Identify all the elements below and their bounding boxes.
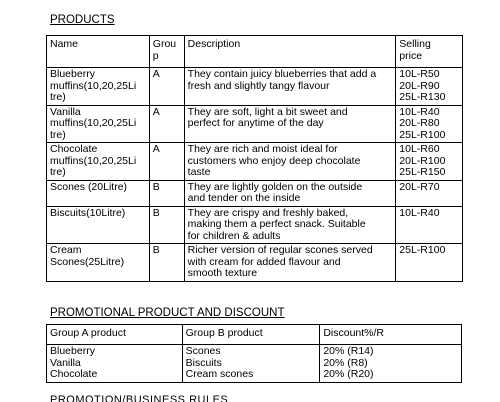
product-name: Vanilla muffins(10,20,25Li tre) (47, 105, 150, 143)
promo-header-row (47, 325, 462, 345)
product-name: Cream Scones(25Litre) (47, 244, 150, 282)
table-row (47, 68, 463, 106)
discount-values: 20% (R14) 20% (R8) 20% (R20) (320, 345, 462, 383)
promo-table (46, 324, 462, 383)
product-price: 20L-R70 (396, 180, 463, 206)
product-group: B (149, 244, 184, 282)
product-group: A (149, 105, 184, 143)
table-row (47, 143, 463, 181)
header-group: Grou p (149, 36, 184, 68)
product-name: Chocolate muffins(10,20,25Li tre) (47, 143, 150, 181)
table-row (47, 180, 463, 206)
product-description: They are lightly golden on the outside and tender on the inside (184, 180, 396, 206)
table-row (47, 206, 463, 244)
header-description: Description (184, 36, 396, 68)
promo-heading: PROMOTIONAL PRODUCT AND DISCOUNT (50, 307, 285, 319)
table-row (47, 105, 463, 143)
product-group: B (149, 180, 184, 206)
table-row (47, 244, 463, 282)
product-price: 10L-R40 (396, 206, 463, 244)
product-description: They are soft, light a bit sweet and perfect for anytime of the day (184, 105, 396, 143)
product-group: A (149, 143, 184, 181)
header-name: Name (47, 36, 150, 68)
partial-heading: PROMOTION/BUSINESS RULES (50, 395, 229, 402)
header-discount: Discount%/R (320, 325, 462, 345)
products-heading: PRODUCTS (50, 14, 115, 26)
products-table (46, 35, 463, 282)
product-group: B (149, 206, 184, 244)
group-b-products: Scones Biscuits Cream scones (182, 345, 320, 383)
product-description: They contain juicy blueberries that add a fresh and slightly tangy flavour (184, 68, 396, 106)
product-price: 25L-R100 (396, 244, 463, 282)
header-group-b: Group B product (182, 325, 320, 345)
product-name: Scones (20Litre) (47, 180, 150, 206)
group-a-products: Blueberry Vanilla Chocolate (47, 345, 183, 383)
product-description: They are rich and moist ideal for customers who enjoy deep chocolate taste (184, 143, 396, 181)
product-name: Biscuits(10Litre) (47, 206, 150, 244)
product-price: 10L-R40 20L-R80 25L-R100 (396, 105, 463, 143)
header-group-a: Group A product (47, 325, 183, 345)
products-header-row (47, 36, 463, 68)
product-name: Blueberry muffins(10,20,25Li tre) (47, 68, 150, 106)
product-description: They are crispy and freshly baked, making them a perfect snack. Suitable for children & adults (184, 206, 396, 244)
header-price: Selling price (396, 36, 463, 68)
product-description: Richer version of regular scones served with cream for added flavour and smooth texture (184, 244, 396, 282)
product-group: A (149, 68, 184, 106)
promo-body-row (47, 345, 462, 383)
product-price: 10L-R50 20L-R90 25L-R130 (396, 68, 463, 106)
product-price: 10L-R60 20L-R100 25L-R150 (396, 143, 463, 181)
